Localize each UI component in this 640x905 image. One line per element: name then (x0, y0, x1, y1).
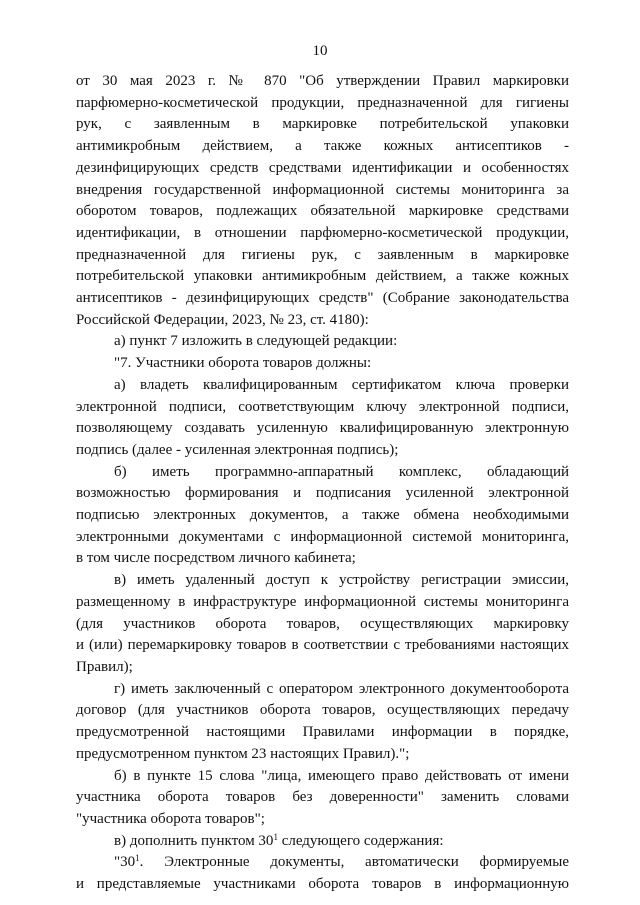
text-line: а) пункт 7 изложить в следующей редакции: (114, 333, 398, 350)
paragraph-item-a (76, 331, 569, 353)
text-fragment: следующего содержания: (277, 832, 444, 849)
text-line: участника оборота товаров без доверенности" заменить словами (76, 789, 569, 806)
text-line: оборотом товаров, подлежащих обязательной маркировке средствами (76, 203, 569, 220)
text-line: антисептиков - дезинфицирующих средств" (Собрание законодательства (76, 290, 569, 307)
text-fragment: . Электронные документы, автоматически формируемые (139, 854, 569, 871)
text-line: антимикробным действием, а также кожных антисептиков - (76, 138, 569, 155)
text-fragment: "30 (114, 854, 136, 871)
text-line: "участника оборота товаров"; (76, 810, 265, 827)
text-line: Правил); (76, 658, 133, 675)
text-line: рук, с заявленным в маркировке потребительской упаковки (76, 116, 569, 133)
text-line: внедрения государственной информационной системы мониторинга за (76, 181, 569, 198)
text-line: договор (для участников оборота товаров, осуществляющих передачу (76, 702, 569, 719)
text-line: и (или) перемаркировку товаров в соответствии с требованиями настоящих (76, 637, 569, 654)
text-line: дезинфицирующих средств средствами идентификации и особенностях (76, 159, 569, 176)
text-line (76, 852, 569, 874)
text-line: и представляемые участниками оборота товаров в информационную (76, 876, 569, 893)
text-line: потребительской упаковки антимикробным действием, а также кожных (76, 268, 569, 285)
text-line: идентификации, в отношении парфюмерно-косметической продукции, (76, 224, 569, 241)
page-number: 10 (312, 43, 328, 59)
paragraph-item-v (76, 831, 569, 853)
text-line: позволяющему создавать усиленную квалифицированную электронную (76, 420, 569, 437)
text-line: г) иметь заключенный с оператором электронного документооборота (114, 680, 569, 697)
text-fragment: в) дополнить пунктом 30 (114, 832, 274, 849)
text-line: б) в пункте 15 слова "лица, имеющего право действовать от имени (114, 767, 569, 784)
text-line: возможностью формирования и подписания усиленной электронной (76, 485, 569, 502)
text-line: парфюмерно-косметической продукции, предназначенной для гигиены (76, 94, 569, 111)
paragraph-subitem-a (76, 375, 569, 462)
text-line: а) владеть квалифицированным сертификатом ключа проверки (114, 376, 569, 393)
text-line: размещенному в инфраструктуре информационной системы мониторинга (76, 593, 569, 610)
paragraph-item-b (76, 766, 569, 831)
paragraph-subitem-b (76, 462, 569, 571)
document-body (76, 71, 569, 896)
text-line: "7. Участники оборота товаров должны: (114, 355, 372, 372)
text-line: от 30 мая 2023 г. № 870 "Об утверждении Правил маркировки (76, 73, 569, 89)
paragraph-subitem-g (76, 679, 569, 766)
superscript: 1 (135, 853, 140, 864)
text-line: предусмотренной настоящими Правилами информации в порядке, (76, 724, 569, 741)
text-line: б) иметь программно-аппаратный комплекс, обладающий (114, 463, 569, 480)
text-line: в) иметь удаленный доступ к устройству регистрации эмиссии, (114, 572, 569, 589)
text-line: в том числе посредством личного кабинета; (76, 550, 356, 567)
text-line: (для участников оборота товаров, осуществляющих маркировку (76, 615, 569, 632)
paragraph-point-30-1 (76, 852, 569, 895)
superscript: 1 (273, 831, 278, 842)
text-line: подписью электронных документов, а также обмена необходимыми (76, 507, 569, 524)
text-line: предусмотренном пунктом 23 настоящих Правил)."; (76, 745, 410, 762)
paragraph-decree-reference (76, 71, 569, 331)
paragraph-point-7 (76, 353, 569, 375)
paragraph-subitem-v (76, 570, 569, 679)
text-line: электронными документами с информационной системой мониторинга, (76, 528, 569, 545)
text-line: Российской Федерации, 2023, № 23, ст. 4180): (76, 311, 369, 328)
text-line: предназначенной для гигиены рук, с заявленным в маркировке (76, 246, 569, 263)
text-line: подпись (далее - усиленная электронная подпись); (76, 441, 399, 458)
text-line: электронной подписи, соответствующим ключу электронной подписи, (76, 398, 569, 415)
